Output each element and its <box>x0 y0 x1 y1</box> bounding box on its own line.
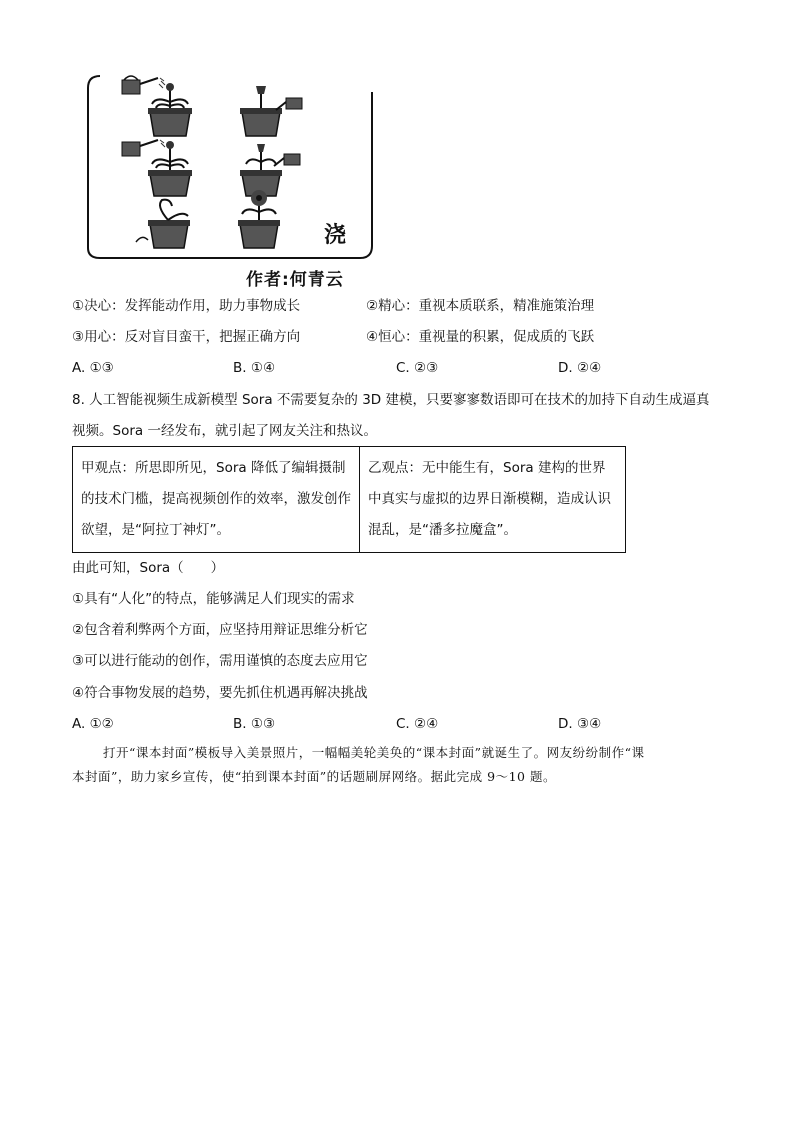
wilted-flower-pot <box>136 200 190 248</box>
cartoon-author: 作者:何青云 <box>246 270 344 290</box>
q8-stem-line1: 8. 人工智能视频生成新模型 Sora 不需要复杂的 3D 建模，只要寥寥数语即可在技术的加持下自动生成逼真 <box>72 392 710 408</box>
passage-line1: 打开“课本封面”模板导入美景照片，一幅幅美轮美奂的“课本封面”就诞生了。网友纷纷制作“课 <box>103 745 645 760</box>
q8-choice-a: A. ①② <box>72 716 114 732</box>
flower-pot-4 <box>240 144 300 196</box>
q7-choice-b: B. ①④ <box>233 360 276 376</box>
flower-pot-1 <box>148 83 192 136</box>
watering-can-icon-2 <box>122 140 165 156</box>
passage-line2: 本封面”，助力家乡宣传，使“拍到课本封面”的话题刷屏网络。据此完成 9～10 题。 <box>72 769 556 784</box>
q7-option-4: ④恒心：重视量的积累，促成质的飞跃 <box>366 329 595 345</box>
q8-views-table <box>72 446 626 553</box>
q8-option-2: ②包含着利弊两个方面，应坚持用辩证思维分析它 <box>72 622 368 638</box>
q8-option-1: ①具有“人化”的特点，能够满足人们现实的需求 <box>72 591 355 607</box>
q8-choice-b: B. ①③ <box>233 716 276 732</box>
cartoon-image <box>86 72 376 260</box>
q8-option-3: ③可以进行能动的创作，需用谨慎的态度去应用它 <box>72 653 368 669</box>
cartoon-caption: 浇 <box>324 222 347 248</box>
q8-question: 由此可知，Sora（ ） <box>72 560 225 576</box>
q7-choice-d: D. ②④ <box>558 360 602 376</box>
view-a-cell: 甲观点：所思即所见，Sora 降低了编辑摄制的技术门槛，提高视频创作的效率，激发创作欲望，是“阿拉丁神灯”。 <box>73 447 360 553</box>
flower-pot-3 <box>148 141 192 196</box>
q8-choice-c: C. ②④ <box>396 716 439 732</box>
q7-option-3: ③用心：反对盲目蛮干，把握正确方向 <box>72 329 301 345</box>
watering-can-icon <box>122 76 165 94</box>
q7-option-2: ②精心：重视本质联系，精准施策治理 <box>366 298 595 314</box>
q7-choice-a: A. ①③ <box>72 360 114 376</box>
q7-option-1: ①决心：发挥能动作用，助力事物成长 <box>72 298 301 314</box>
q8-choice-d: D. ③④ <box>558 716 602 732</box>
flower-pot-2 <box>240 86 302 136</box>
q8-stem-line2: 视频。Sora 一经发布，就引起了网友关注和热议。 <box>72 423 377 439</box>
q7-choice-c: C. ②③ <box>396 360 439 376</box>
blooming-flower-pot <box>238 190 280 248</box>
view-b-cell: 乙观点：无中能生有，Sora 建构的世界中真实与虚拟的边界日渐模糊，造成认识混乱，是“潘多拉魔盒”。 <box>360 447 626 553</box>
q8-option-4: ④符合事物发展的趋势，要先抓住机遇再解决挑战 <box>72 685 368 701</box>
